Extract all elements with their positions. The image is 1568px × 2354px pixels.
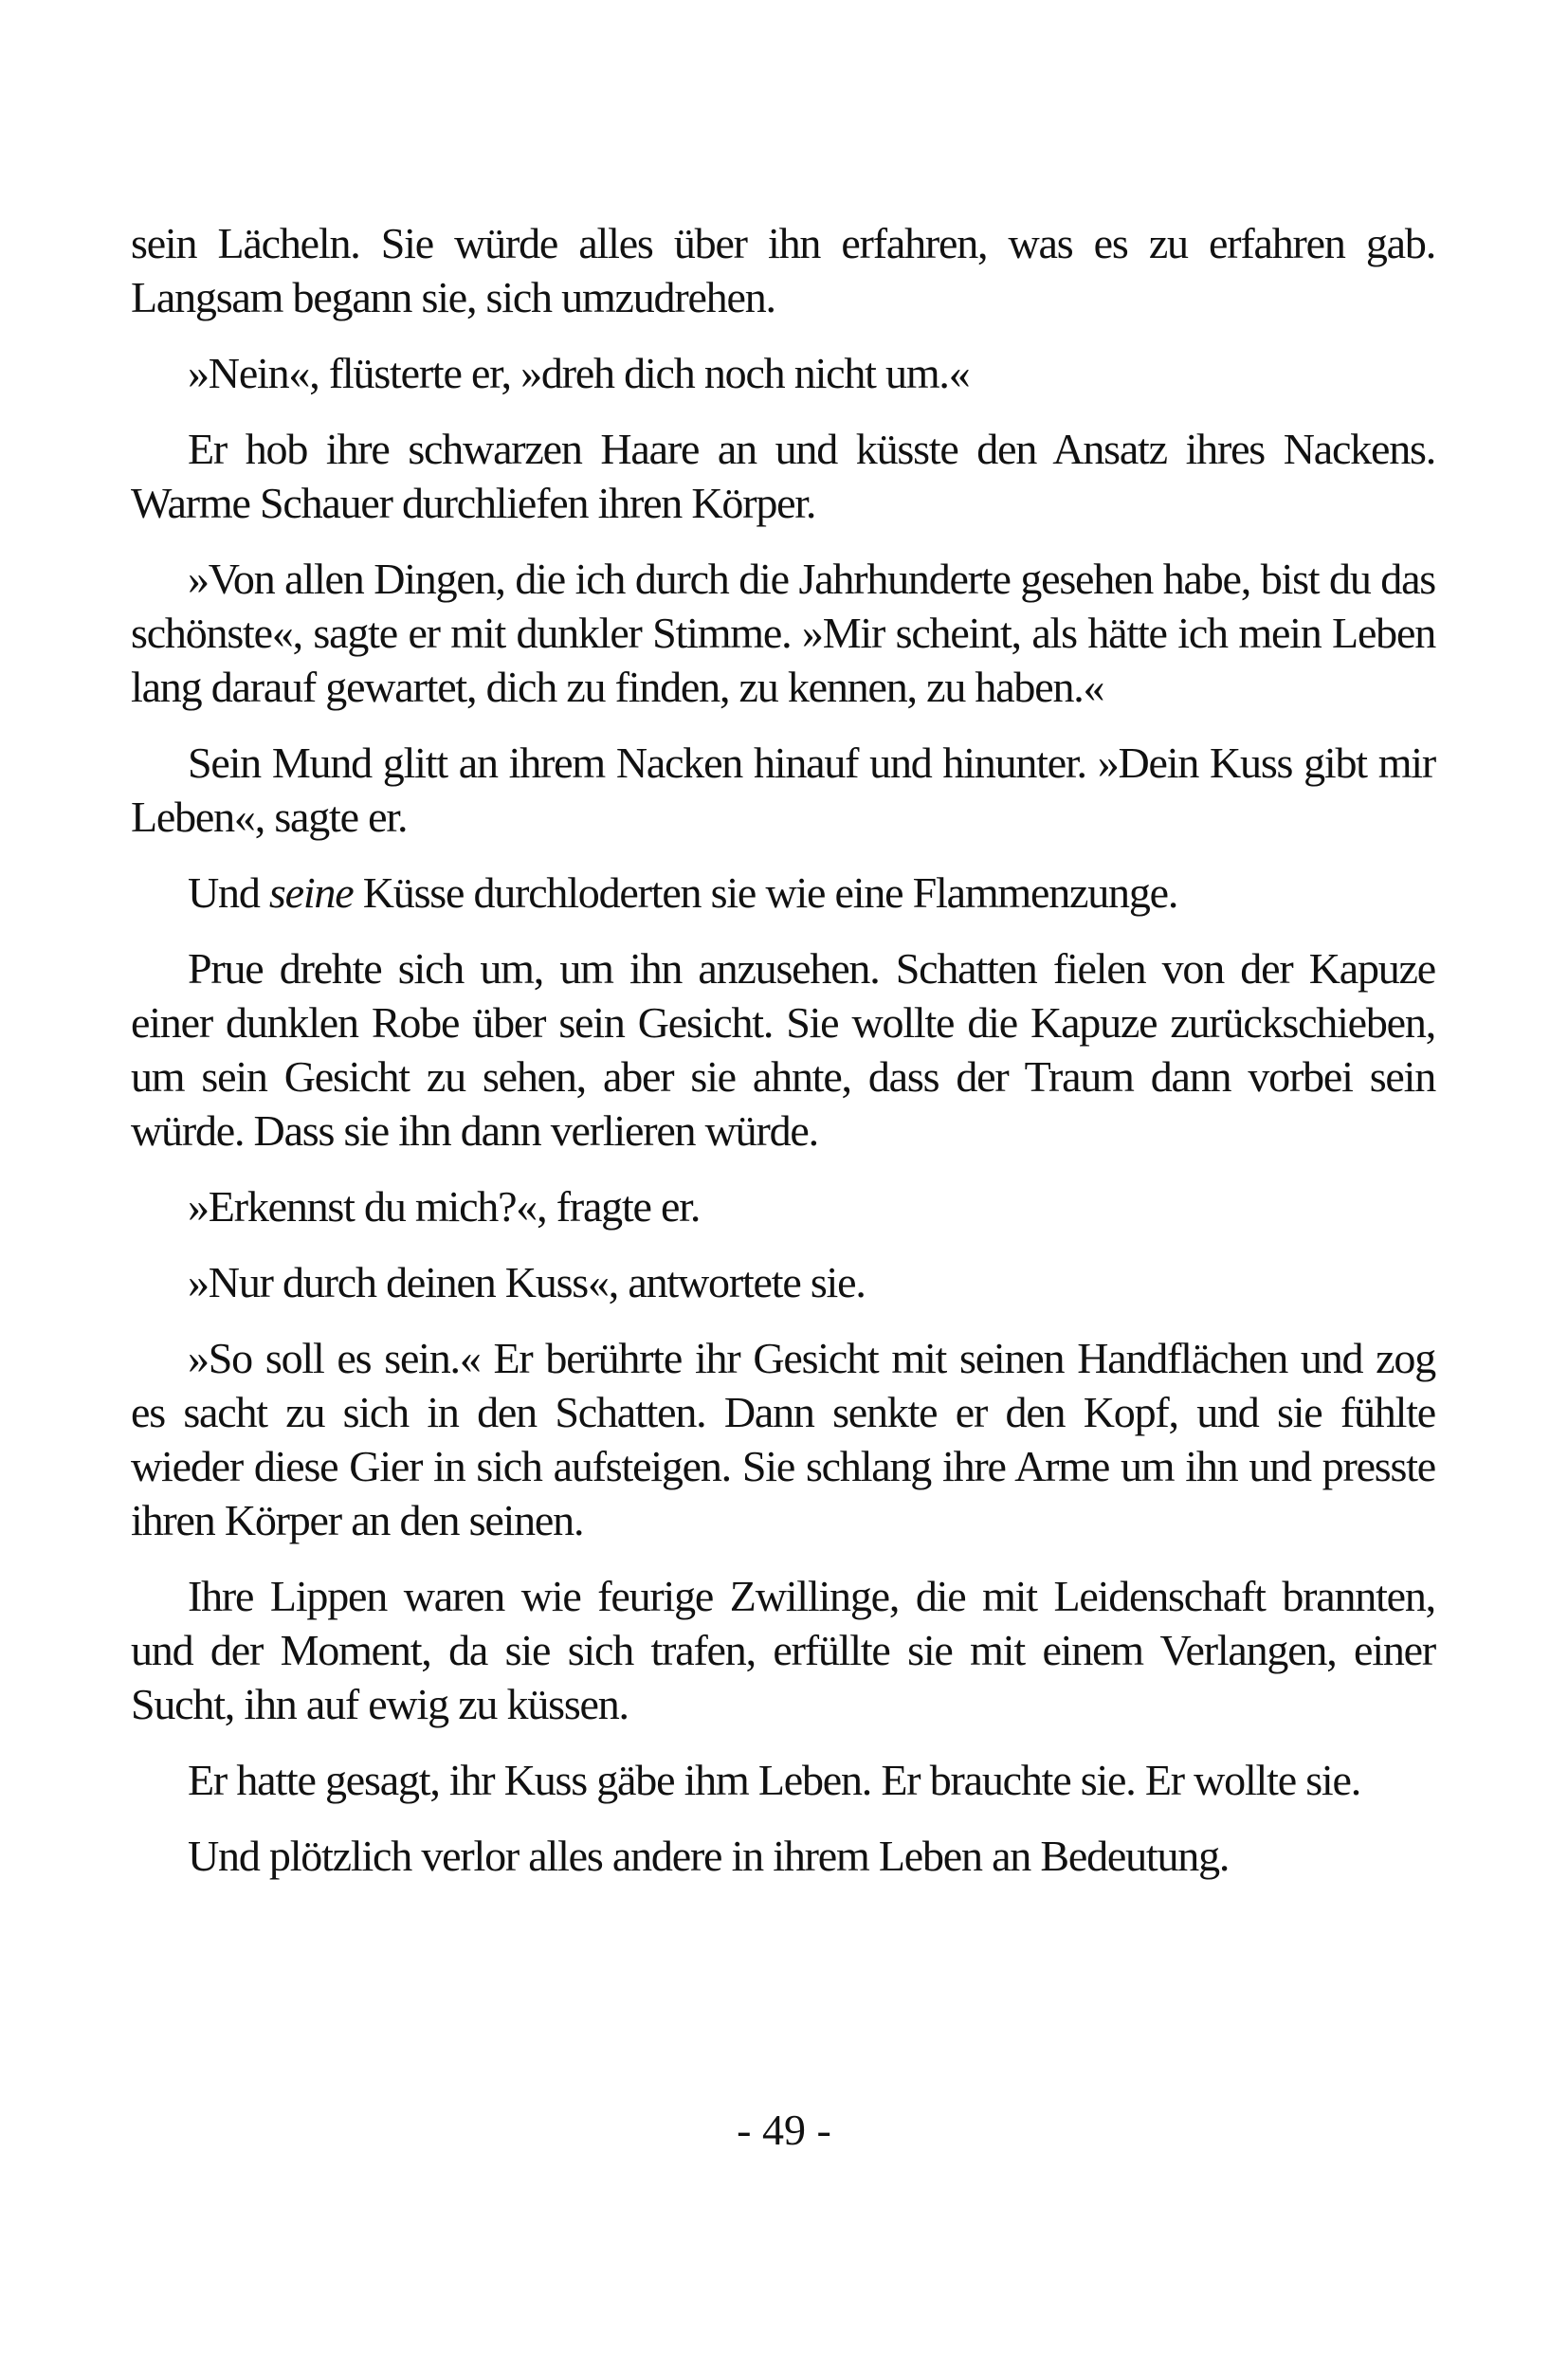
- paragraph-6-emphasis: seine: [268, 868, 354, 917]
- paragraph-11: Ihre Lippen waren wie feurige Zwillinge, die mit Leidenschaft brannten, und der Moment, da sie sich trafen, erfüllte sie mit einem Verlangen, einer Sucht, ihn auf ewig zu küssen.: [131, 1572, 1435, 1728]
- page-body: [131, 216, 1435, 1905]
- paragraph-6-after: Küsse durchloderten sie wie eine Flammenzunge.: [353, 868, 1178, 917]
- paragraph-1: sein Lächeln. Sie würde alles über ihn erfahren, was es zu erfahren gab. Langsam begann sie, sich umzudrehen.: [131, 219, 1435, 321]
- paragraph-6: [131, 866, 1435, 920]
- paragraph-4: »Von allen Dingen, die ich durch die Jahrhunderte gesehen habe, bist du das schönste«, sagte er mit dunkler Stimme. »Mir scheint, als hätte ich mein Leben lang darauf gewartet, dich zu finden, zu kennen, zu haben.«: [131, 555, 1435, 711]
- paragraph-8: »Erkennst du mich?«, fragte er.: [188, 1182, 701, 1231]
- paragraph-13: Und plötzlich verlor alles andere in ihrem Leben an Bedeutung.: [188, 1832, 1230, 1880]
- page-number: - 49 -: [737, 2106, 831, 2154]
- paragraph-7: Prue drehte sich um, um ihn anzusehen. Schatten fielen von der Kapuze einer dunklen Robe über sein Gesicht. Sie wollte die Kapuze zurückschieben, um sein Gesicht zu sehen, aber sie ahnte, dass der Traum dann vorbei sein würde. Dass sie ihn dann verlieren würde.: [131, 944, 1435, 1155]
- paragraph-6-before: Und: [188, 868, 269, 917]
- paragraph-3: Er hob ihre schwarzen Haare an und küsste den Ansatz ihres Nackens. Warme Schauer durchliefen ihren Körper.: [131, 425, 1435, 527]
- paragraph-9: »Nur durch deinen Kuss«, antwortete sie.: [188, 1258, 866, 1306]
- paragraph-2: »Nein«, flüsterte er, »dreh dich noch nicht um.«: [188, 349, 970, 397]
- paragraph-10: »So soll es sein.« Er berührte ihr Gesicht mit seinen Handflächen und zog es sacht zu sich in den Schatten. Dann senkte er den Kopf, und sie fühlte wieder diese Gier in sich aufsteigen. Sie schlang ihre Arme um ihn und presste ihren Körper an den seinen.: [131, 1334, 1435, 1544]
- paragraph-5: Sein Mund glitt an ihrem Nacken hinauf und hinunter. »Dein Kuss gibt mir Leben«, sagte er.: [131, 739, 1435, 841]
- paragraph-12: Er hatte gesagt, ihr Kuss gäbe ihm Leben. Er brauchte sie. Er wollte sie.: [188, 1756, 1361, 1804]
